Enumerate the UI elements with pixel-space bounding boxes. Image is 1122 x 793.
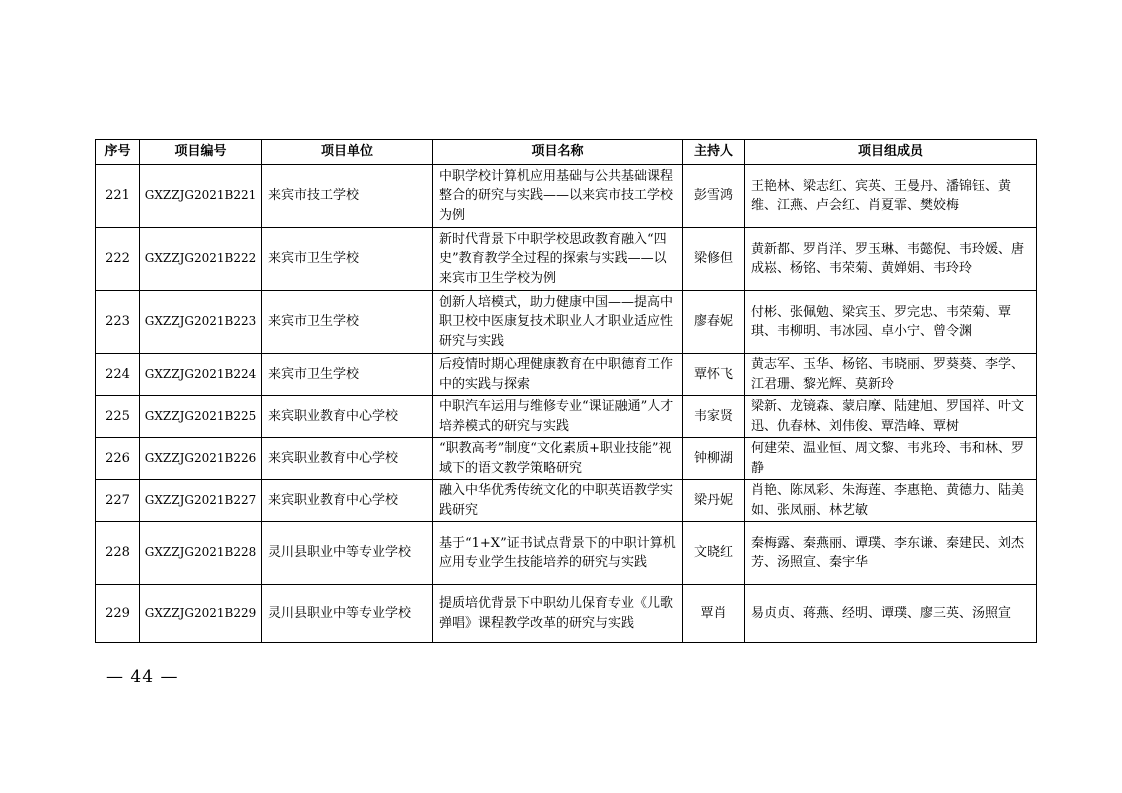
- header-unit: 项目单位: [262, 140, 433, 165]
- table-row: [96, 354, 1037, 396]
- cell-seq: 221: [96, 165, 140, 228]
- table-row: [96, 522, 1037, 585]
- page-number: — 44 —: [106, 667, 179, 687]
- cell-unit: 灵川县职业中等专业学校: [262, 585, 433, 643]
- cell-code: GXZZJG2021B223: [140, 291, 262, 354]
- cell-unit: 灵川县职业中等专业学校: [262, 522, 433, 585]
- cell-members: 易贞贞、蒋燕、经明、谭璞、廖三英、汤照宣: [745, 585, 1037, 643]
- cell-members: 梁新、龙镜森、蒙启摩、陆建旭、罗国祥、叶文迅、仇春林、刘伟俊、覃浩峰、覃树: [745, 396, 1037, 438]
- table-header-row: [96, 140, 1037, 165]
- cell-unit: 来宾市卫生学校: [262, 354, 433, 396]
- cell-name: 融入中华优秀传统文化的中职英语教学实践研究: [433, 480, 683, 522]
- project-table: [95, 139, 1037, 643]
- cell-host: 覃怀飞: [683, 354, 745, 396]
- cell-name: 创新人培模式，助力健康中国——提高中职卫校中医康复技术职业人才职业适应性研究与实践: [433, 291, 683, 354]
- cell-unit: 来宾职业教育中心学校: [262, 438, 433, 480]
- table-row: [96, 480, 1037, 522]
- cell-code: GXZZJG2021B229: [140, 585, 262, 643]
- header-name: 项目名称: [433, 140, 683, 165]
- cell-members: 何建荣、温业恒、周文黎、韦兆玲、韦和林、罗静: [745, 438, 1037, 480]
- cell-members: 肖艳、陈凤彩、朱海莲、李惠艳、黄德力、陆美如、张凤丽、林艺敏: [745, 480, 1037, 522]
- cell-seq: 222: [96, 228, 140, 291]
- cell-unit: 来宾市卫生学校: [262, 228, 433, 291]
- cell-members: 秦梅露、秦燕丽、谭璞、李东谦、秦建民、刘杰芳、汤照宣、秦宇华: [745, 522, 1037, 585]
- cell-members: 王艳林、梁志红、宾英、王曼丹、潘锦钰、黄维、江燕、卢会红、肖夏霏、樊姣梅: [745, 165, 1037, 228]
- cell-code: GXZZJG2021B222: [140, 228, 262, 291]
- cell-host: 韦家贤: [683, 396, 745, 438]
- cell-name: 后疫情时期心理健康教育在中职德育工作中的实践与探索: [433, 354, 683, 396]
- cell-seq: 224: [96, 354, 140, 396]
- cell-host: 文晓红: [683, 522, 745, 585]
- cell-name: 提质培优背景下中职幼儿保育专业《儿歌弹唱》课程教学改革的研究与实践: [433, 585, 683, 643]
- cell-unit: 来宾职业教育中心学校: [262, 396, 433, 438]
- cell-host: 梁丹妮: [683, 480, 745, 522]
- table-row: [96, 165, 1037, 228]
- table-row: [96, 291, 1037, 354]
- header-code: 项目编号: [140, 140, 262, 165]
- cell-host: 覃肖: [683, 585, 745, 643]
- header-members: 项目组成员: [745, 140, 1037, 165]
- cell-unit: 来宾市卫生学校: [262, 291, 433, 354]
- cell-code: GXZZJG2021B228: [140, 522, 262, 585]
- table-row: [96, 585, 1037, 643]
- cell-members: 黄新都、罗肖洋、罗玉琳、韦懿倪、韦玲媛、唐成崧、杨铭、韦荣菊、黄婵娟、韦玲玲: [745, 228, 1037, 291]
- header-host: 主持人: [683, 140, 745, 165]
- cell-name: “职教高考”制度“文化素质+职业技能”视域下的语文教学策略研究: [433, 438, 683, 480]
- table-row: [96, 438, 1037, 480]
- cell-code: GXZZJG2021B226: [140, 438, 262, 480]
- cell-host: 彭雪鸿: [683, 165, 745, 228]
- header-seq: 序号: [96, 140, 140, 165]
- cell-unit: 来宾职业教育中心学校: [262, 480, 433, 522]
- cell-name: 基于“1+X”证书试点背景下的中职计算机应用专业学生技能培养的研究与实践: [433, 522, 683, 585]
- cell-name: 中职学校计算机应用基础与公共基础课程整合的研究与实践——以来宾市技工学校为例: [433, 165, 683, 228]
- cell-code: GXZZJG2021B221: [140, 165, 262, 228]
- cell-seq: 223: [96, 291, 140, 354]
- cell-host: 梁修但: [683, 228, 745, 291]
- cell-unit: 来宾市技工学校: [262, 165, 433, 228]
- table-row: [96, 396, 1037, 438]
- cell-host: 廖春妮: [683, 291, 745, 354]
- cell-members: 付彬、张佩勉、梁宾玉、罗完忠、韦荣菊、覃琪、韦柳明、韦冰园、卓小宁、曾令渊: [745, 291, 1037, 354]
- cell-seq: 226: [96, 438, 140, 480]
- table-row: [96, 228, 1037, 291]
- cell-host: 钟柳湖: [683, 438, 745, 480]
- cell-name: 新时代背景下中职学校思政教育融入“四史”教育教学全过程的探索与实践——以来宾市卫生学校为例: [433, 228, 683, 291]
- cell-seq: 228: [96, 522, 140, 585]
- cell-seq: 225: [96, 396, 140, 438]
- cell-name: 中职汽车运用与维修专业“课证融通”人才培养模式的研究与实践: [433, 396, 683, 438]
- cell-seq: 229: [96, 585, 140, 643]
- cell-code: GXZZJG2021B227: [140, 480, 262, 522]
- cell-code: GXZZJG2021B224: [140, 354, 262, 396]
- cell-seq: 227: [96, 480, 140, 522]
- cell-members: 黄志军、玉华、杨铭、韦晓丽、罗葵葵、李学、江君珊、黎光辉、莫新玲: [745, 354, 1037, 396]
- cell-code: GXZZJG2021B225: [140, 396, 262, 438]
